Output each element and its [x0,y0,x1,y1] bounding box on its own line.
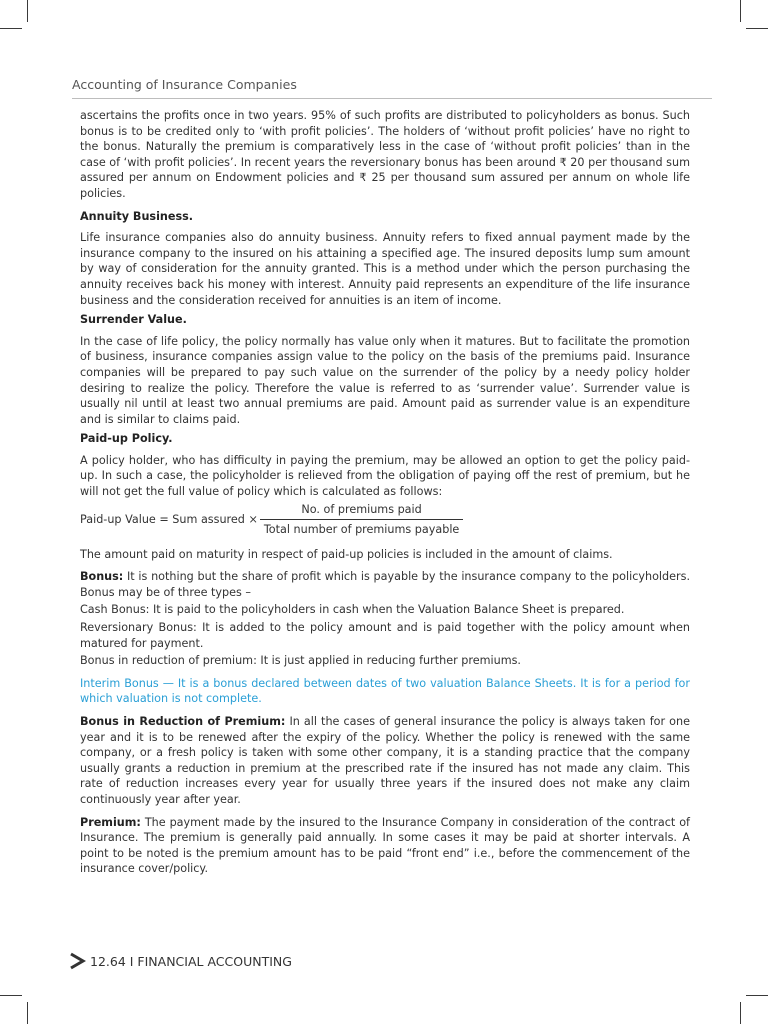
maturity-paragraph: The amount paid on maturity in respect of paid-up policies is included in the amount of claims. [80,547,613,561]
premium-label: Premium: [80,815,141,829]
paidup-paragraph: A policy holder, who has difficulty in paying the premium, may be allowed an option to get the policy paid-up. In such a case, the policyholder is relieved from the obligation of paying off the rest of premium, but he will not get the full value of policy which is calculated as follows: [80,453,690,499]
formula-lhs: Paid-up Value = Sum assured × [80,512,258,526]
crop-mark-bottom-right-h [746,995,768,996]
crop-mark-bottom-right-v [740,1002,741,1024]
premium-paragraph [80,815,690,877]
paidup-formula [80,503,690,537]
crop-mark-bottom-left-h [0,995,22,996]
formula-fraction [260,502,463,538]
page-footer [68,951,292,971]
bonus-reduction-paragraph [80,714,690,808]
page-content [80,108,690,884]
annuity-heading: Annuity Business. [80,209,194,223]
footer-page-label: 12.64 I FINANCIAL ACCOUNTING [90,953,292,969]
formula-numerator: No. of premiums paid [301,502,422,516]
annuity-paragraph: Life insurance companies also do annuity business. Annuity refers to fixed annual payment made by the insurance company to the insured on his attaining a specified age. The insured deposits lump sum amount by way of consideration for the annuity granted. This is a method under which the person purchasing the annuity receives back his money with interest. Annuity paid represents an expenditure of the life insurance business and the consideration received for annuities is an item of income. [80,231,690,307]
running-header: Accounting of Insurance Companies [72,77,297,92]
crop-mark-top-right-v [740,0,741,22]
crop-mark-top-left-v [27,0,28,22]
reduction-bonus-item: Bonus in reduction of premium: It is just applied in reducing further premiums. [80,654,521,668]
chevron-right-icon [68,951,88,971]
cash-bonus-item: Cash Bonus: It is paid to the policyholders in cash when the Valuation Balance Sheet is prepared. [80,603,625,617]
bonus-paragraph [80,569,690,600]
crop-mark-top-left-h [0,28,22,29]
interim-bonus-note: Interim Bonus — It is a bonus declared between dates of two valuation Balance Sheets. It is for a period for which valuation is not complete. [80,676,690,706]
surrender-paragraph: In the case of life policy, the policy normally has value only when it matures. But to facilitate the promotion of business, insurance companies assign value to the policy on the basis of the premiums paid. Insurance companies will be prepared to pay such value on the surrender of the policy by a needy policy holder desiring to realize the policy. Therefore the value is referred to as ‘surrender value’. Surrender value is usually nil until at least two annual premiums are paid. Amount paid as surrender value is an expenditure and is similar to claims paid. [80,334,690,426]
surrender-heading: Surrender Value. [80,313,187,327]
bonus-reduction-label: Bonus in Reduction of Premium: [80,715,286,728]
bonus-label: Bonus: [80,570,124,584]
header-rule [72,98,712,99]
premium-text: The payment made by the insured to the Insurance Company in consideration of the contract of Insurance. The premium is generally paid annually. In some cases it may be paid at shorter intervals. A point to be noted is the premium amount has to be paid “front end” i.e., before the commencement of the insurance cover/policy. [80,815,690,876]
crop-mark-bottom-left-v [27,1002,28,1024]
formula-denominator: Total number of premiums payable [260,519,463,538]
reversionary-bonus-item: Reversionary Bonus: It is added to the policy amount and is paid together with the policy amount when matured for payment. [80,621,690,650]
paidup-heading: Paid-up Policy. [80,432,173,446]
intro-paragraph: ascertains the profits once in two years. 95% of such profits are distributed to policyholders as bonus. Such bonus is to be credited only to ‘with profit policies’. The holders of ‘without profit policies’ have no right to the bonus. Naturally the premium is comparatively less in the case of ‘without profit policies’ than in the case of ‘with profit policies’. In recent years the reversionary bonus has been around ₹ 20 per thousand sum assured per annum on Endowment policies and ₹ 25 per thousand sum assured per annum on whole life policies. [80,109,690,200]
crop-mark-top-right-h [746,28,768,29]
bonus-reduction-text: In all the cases of general insurance the policy is always taken for one year and it is to be renewed after the expiry of the policy. Whether the policy is renewed with the same company, or a fresh policy is taken with some other company, it is a standing practice that the company usually grants a reduction in premium at the prescribed rate if the insured has not made any claim. This rate of reduction increases every year for usually three years if the insured does not make any claim continuously year after year. [80,715,690,806]
bonus-text: It is nothing but the share of profit which is payable by the insurance company to the policyholders. Bonus may be of three types – [80,570,690,599]
